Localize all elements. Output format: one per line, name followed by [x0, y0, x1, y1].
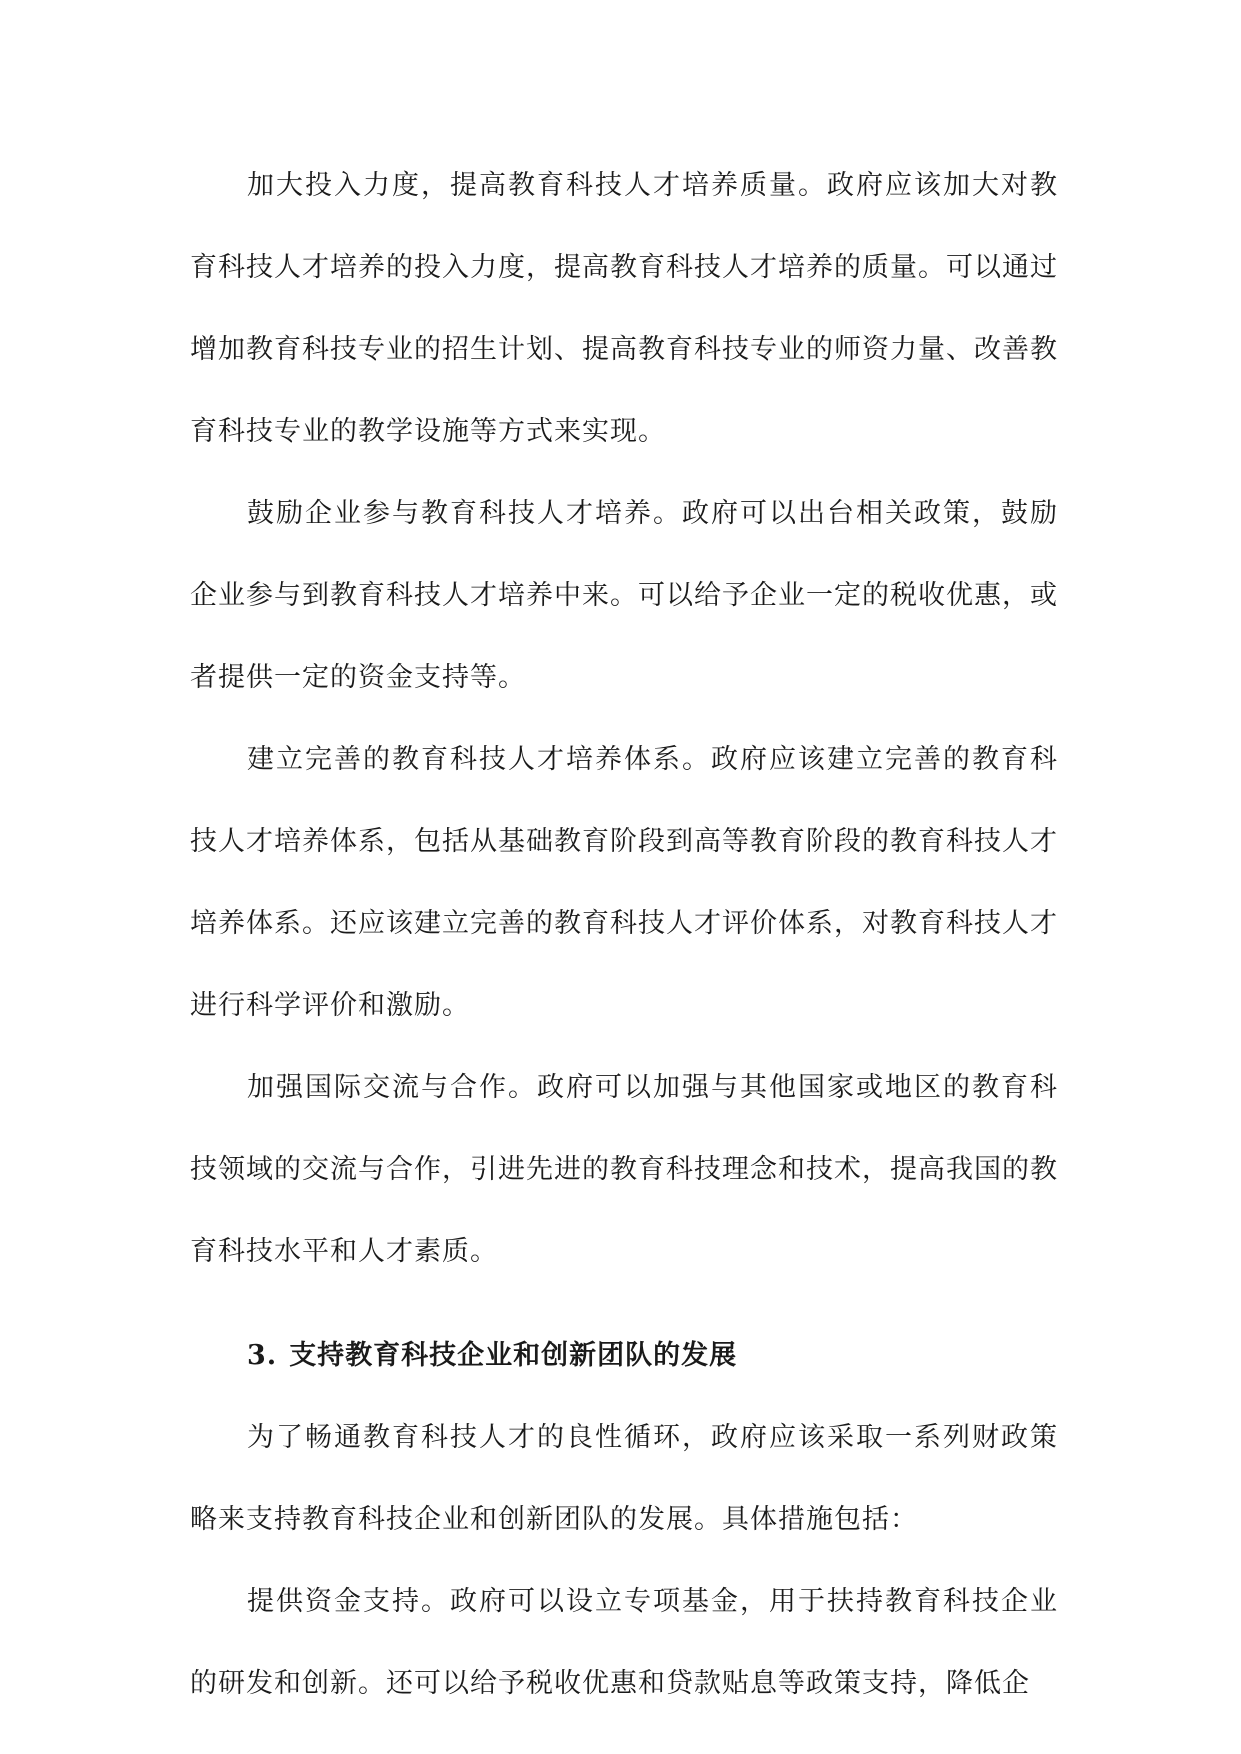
paragraph-investment: 加大投入力度，提高教育科技人才培养质量。政府应该加大对教育科技人才培养的投入力度，提高教育科技人才培养的质量。可以通过增加教育科技专业的招生计划、提高教育科技专业的师资力量、改善教育科技专业的教学设施等方式来实现。: [190, 170, 1058, 447]
paragraph-section-intro: 为了畅通教育科技人才的良性循环，政府应该采取一系列财政策略来支持教育科技企业和创新团队的发展。具体措施包括：: [190, 1422, 1058, 1535]
paragraph-international-cooperation: 加强国际交流与合作。政府可以加强与其他国家或地区的教育科技领域的交流与合作，引进先进的教育科技理念和技术，提高我国的教育科技水平和人才素质。: [190, 1072, 1058, 1267]
paragraph-training-system: 建立完善的教育科技人才培养体系。政府应该建立完善的教育科技人才培养体系，包括从基础教育阶段到高等教育阶段的教育科技人才培养体系。还应该建立完善的教育科技人才评价体系，对教育科技人才进行科学评价和激励。: [190, 744, 1058, 1021]
section-heading: [190, 1315, 1058, 1397]
section-title: 支持教育科技企业和创新团队的发展: [289, 1340, 738, 1371]
paragraph-enterprise-participation: 鼓励企业参与教育科技人才培养。政府可以出台相关政策，鼓励企业参与到教育科技人才培养中来。可以给予企业一定的税收优惠，或者提供一定的资金支持等。: [190, 498, 1058, 693]
document-body: [190, 145, 1058, 1725]
section-number: 3.: [247, 1340, 278, 1371]
paragraph-funding-support: 提供资金支持。政府可以设立专项基金，用于扶持教育科技企业的研发和创新。还可以给予税收优惠和贷款贴息等政策支持，降低企: [190, 1586, 1058, 1699]
